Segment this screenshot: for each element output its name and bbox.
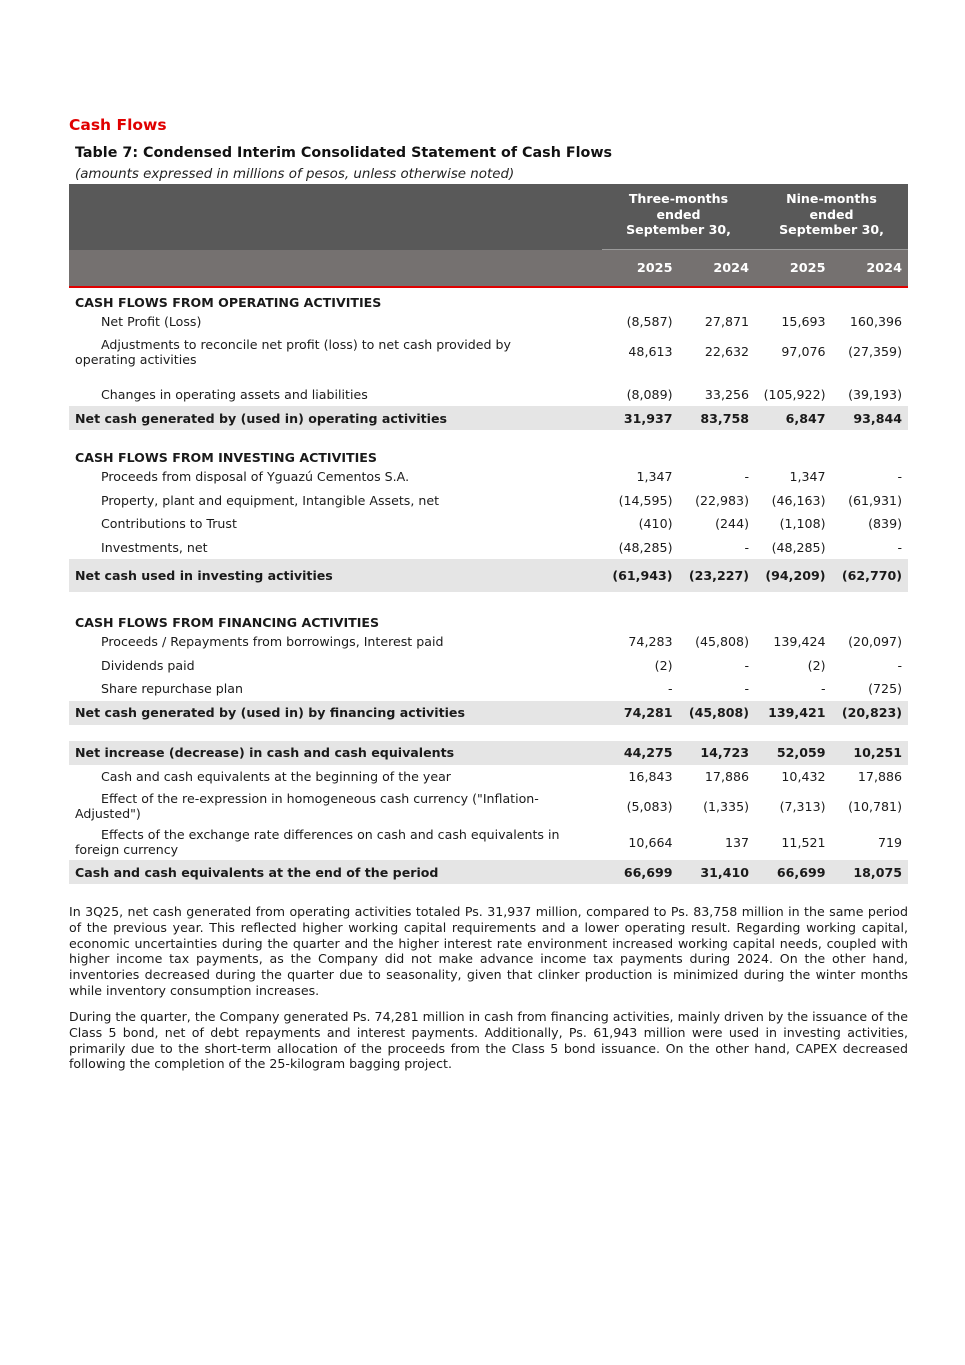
section-heading-investing <box>69 443 908 465</box>
total-label: Cash and cash equivalents at the end of the period <box>69 860 602 884</box>
row-value: - <box>667 681 673 697</box>
total-value: 31,937 <box>602 406 679 430</box>
section-heading-operating <box>69 287 908 310</box>
row-label: Changes in operating assets and liabilities <box>101 386 368 402</box>
header-year: 2024 <box>679 250 756 288</box>
row-value: (7,313) <box>779 798 826 814</box>
row-value: - <box>820 681 826 697</box>
row-value: (22,983) <box>695 492 749 508</box>
header-nine-months-line1: Nine-months <box>786 191 877 206</box>
row-value: (105,922) <box>763 386 826 402</box>
total-value: 93,844 <box>832 406 909 430</box>
header-year: 2024 <box>832 250 909 288</box>
cash-flow-table <box>69 184 908 884</box>
section-heading-label: CASH FLOWS FROM FINANCING ACTIVITIES <box>75 615 380 630</box>
total-row-investing <box>69 559 908 592</box>
total-value: (62,770) <box>832 559 909 592</box>
table-subtitle: (amounts expressed in millions of pesos, unless otherwise noted) <box>75 167 515 182</box>
row-label: Property, plant and equipment, Intangible Assets, net <box>101 492 440 508</box>
table-row <box>69 654 908 678</box>
table-row <box>69 383 908 407</box>
row-value: 97,076 <box>781 344 826 359</box>
row-value: 17,886 <box>857 768 902 784</box>
total-label: Net cash generated by (used in) by financing activities <box>69 701 602 725</box>
row-value: (410) <box>638 516 673 532</box>
spacer <box>69 430 908 443</box>
row-value: 11,521 <box>781 834 826 850</box>
row-value: - <box>744 657 749 673</box>
table-row <box>69 824 908 860</box>
commentary-paragraph-financing: During the quarter, the Company generated Ps. 74,281 million in cash from financing activities, mainly driven by the issuance of the Class 5 bond, net of debt repayments and interest payments. Additionally, Ps. 61,943 million were used in investing activities, primarily due to the short-term allocation of the proceeds from the Class 5 bond issuance. On the other hand, CAPEX decreased following the completion of the 25-kilogram bagging project. <box>69 1009 908 1072</box>
row-value: - <box>744 681 749 697</box>
total-value: 139,421 <box>755 701 832 725</box>
total-row-financing <box>69 701 908 725</box>
row-value: 27,871 <box>704 314 749 330</box>
header-nine-months <box>755 184 908 250</box>
row-value: (14,595) <box>618 492 673 508</box>
row-value: (45,808) <box>695 634 749 650</box>
table-row <box>69 536 908 560</box>
table-row <box>69 788 908 824</box>
total-value: 66,699 <box>755 860 832 884</box>
header-three-months-line1: Three-months <box>628 191 729 206</box>
row-value: - <box>897 539 902 555</box>
row-value: (27,359) <box>848 344 902 359</box>
row-value: (8,089) <box>626 386 673 402</box>
total-value: (20,823) <box>832 701 909 725</box>
header-three-months-line2: ended <box>656 206 701 222</box>
header-three-months-line3: September 30, <box>626 222 731 237</box>
row-label: Cash and cash equivalents at the beginning of the year <box>101 768 451 784</box>
header-row-periods <box>69 184 908 250</box>
row-value: 33,256 <box>704 386 749 402</box>
row-value: 160,396 <box>849 314 902 330</box>
row-label: Dividends paid <box>101 657 195 673</box>
total-row-operating <box>69 406 908 430</box>
row-value: - <box>897 469 902 485</box>
total-value: (45,808) <box>679 701 756 725</box>
total-label: Net increase (decrease) in cash and cash equivalents <box>69 741 602 765</box>
row-value: 1,347 <box>636 469 673 485</box>
section-title: Cash Flows <box>69 116 167 134</box>
row-label: Proceeds / Repayments from borrowings, Interest paid <box>101 634 444 650</box>
row-label: Effect of the re-expression in homogeneous cash currency ("Inflation-Adjusted") <box>75 791 539 821</box>
row-value: - <box>744 469 749 485</box>
row-value: (2) <box>654 657 673 673</box>
row-value: 1,347 <box>789 469 826 485</box>
header-blank-2 <box>69 250 602 288</box>
spacer <box>69 370 908 383</box>
table-row <box>69 489 908 513</box>
row-value: (725) <box>868 681 902 697</box>
row-label: Investments, net <box>101 539 208 555</box>
row-label: Effects of the exchange rate differences on cash and cash equivalents in foreign currency <box>75 827 560 857</box>
table-row <box>69 677 908 701</box>
header-blank <box>69 184 602 250</box>
row-label: Share repurchase plan <box>101 681 243 697</box>
total-value: (61,943) <box>602 559 679 592</box>
section-heading-label: CASH FLOWS FROM INVESTING ACTIVITIES <box>75 450 377 465</box>
header-row-years <box>69 250 908 288</box>
total-value: 74,281 <box>602 701 679 725</box>
row-value: (46,163) <box>771 492 826 508</box>
total-value: 18,075 <box>832 860 909 884</box>
row-label: Net Profit (Loss) <box>101 314 202 330</box>
total-label: Net cash used in investing activities <box>69 559 602 592</box>
table-row <box>69 630 908 654</box>
total-label: Net cash generated by (used in) operating activities <box>69 406 602 430</box>
total-value: 52,059 <box>755 741 832 765</box>
header-year: 2025 <box>602 250 679 288</box>
total-value: 14,723 <box>679 741 756 765</box>
total-value: 31,410 <box>679 860 756 884</box>
row-value: (8,587) <box>626 314 673 330</box>
row-value: - <box>744 539 749 555</box>
table-row <box>69 765 908 789</box>
header-nine-months-line2: ended <box>809 206 854 222</box>
row-label: Contributions to Trust <box>101 516 237 532</box>
row-value: (1,108) <box>779 516 826 532</box>
row-value: (839) <box>868 516 902 532</box>
row-value: 17,886 <box>704 768 749 784</box>
row-value: 48,613 <box>628 344 673 359</box>
spacer <box>69 592 908 608</box>
row-value: 719 <box>877 834 902 850</box>
row-label: Adjustments to reconcile net profit (loss) to net cash provided by operating activities <box>75 336 511 367</box>
row-value: 15,693 <box>781 314 826 330</box>
commentary-paragraph-operating: In 3Q25, net cash generated from operating activities totaled Ps. 31,937 million, compared to Ps. 83,758 million in the same period of the previous year. This reflected higher working capital requirements and a lower operating result. Regarding working capital, economic uncertainties during the quarter and the higher interest rate environment increased working capital needs, coupled with higher income tax payments, as the Company did not make advance income tax payments during 2024. On the other hand, inventories decreased during the quarter due to seasonality, given that clinker production is minimized during the winter months while inventory consumption increases. <box>69 904 908 998</box>
row-value: 139,424 <box>773 634 826 650</box>
table-title: Table 7: Condensed Interim Consolidated Statement of Cash Flows <box>75 145 613 161</box>
row-value: 74,283 <box>628 634 673 650</box>
total-value: (23,227) <box>679 559 756 592</box>
row-value: (10,781) <box>848 798 902 814</box>
row-value: 22,632 <box>704 344 749 359</box>
total-value: 66,699 <box>602 860 679 884</box>
total-value: 10,251 <box>832 741 909 765</box>
header-nine-months-line3: September 30, <box>779 222 884 237</box>
total-value: (94,209) <box>755 559 832 592</box>
total-value: 44,275 <box>602 741 679 765</box>
row-value: (244) <box>715 516 749 532</box>
row-value: 16,843 <box>628 768 673 784</box>
table-row <box>69 310 908 334</box>
row-value: (2) <box>807 657 826 673</box>
row-value: (20,097) <box>848 634 902 650</box>
table-row <box>69 465 908 489</box>
table-row <box>69 512 908 536</box>
spacer <box>69 725 908 741</box>
row-value: (61,931) <box>848 492 902 508</box>
row-value: (48,285) <box>771 539 826 555</box>
row-value: (48,285) <box>618 539 673 555</box>
header-three-months <box>602 184 755 250</box>
total-value: 83,758 <box>679 406 756 430</box>
total-row-net-increase <box>69 741 908 765</box>
row-value: 137 <box>724 834 749 850</box>
section-heading-label: CASH FLOWS FROM OPERATING ACTIVITIES <box>75 295 382 310</box>
row-value: 10,432 <box>781 768 826 784</box>
row-value: (1,335) <box>703 798 749 814</box>
section-heading-financing <box>69 608 908 630</box>
row-label: Proceeds from disposal of Yguazú Cementos S.A. <box>101 469 410 485</box>
row-value: - <box>897 657 902 673</box>
table-row <box>69 334 908 370</box>
header-year: 2025 <box>755 250 832 288</box>
row-value: 10,664 <box>628 834 673 850</box>
row-value: (5,083) <box>626 798 673 814</box>
total-value: 6,847 <box>755 406 832 430</box>
total-row-ending-cash <box>69 860 908 884</box>
row-value: (39,193) <box>848 386 902 402</box>
